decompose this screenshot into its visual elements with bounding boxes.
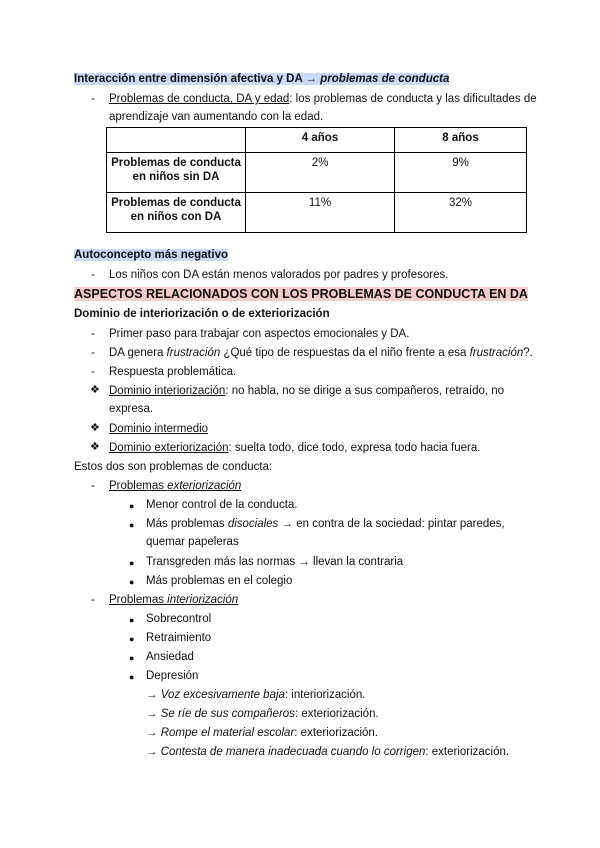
table-cell: 32% [395,193,527,233]
dash-marker: - [91,480,95,492]
bullet-icon: ● [129,577,135,587]
list-item: Depresión [146,670,199,682]
table-row [107,193,527,233]
diamond-bullet-icon: ❖ [90,384,100,396]
list-item-frustracion: DA genera frustración ¿Qué tipo de respuestas da el niño frente a esa frustración?. [109,347,533,359]
list-item: Menor control de la conducta. [146,499,298,511]
example-line: → Voz excesivamente baja: interiorización. [146,689,366,701]
dash-marker: - [91,347,95,359]
list-item-continuation: expresa. [109,403,154,415]
list-item: Transgreden más las normas → llevan la contraria [146,556,404,568]
list-item: Más problemas en el colegio [146,575,293,587]
dash-marker: - [91,366,95,378]
example-line: → Rompe el material escolar: exteriorización. [146,727,379,739]
list-item-dominio-interiorizacion: Dominio interiorización: no habla, no se dirige a sus compañeros, retraído, no [109,385,505,397]
list-item-problemas-interiorizacion: Problemas interiorización [109,594,239,606]
table-header-row [107,128,527,153]
list-item-autoconcepto: Los niños con DA están menos valorados por padres y profesores. [109,269,449,281]
dash-marker: - [91,328,95,340]
bullet-icon: ● [129,672,135,682]
list-item-dominio-exteriorizacion: Dominio exteriorización: suelta todo, dice todo, expresa todo hacia fuera. [109,442,481,454]
table-cell: 2% [246,153,395,193]
diamond-bullet-icon: ❖ [90,441,100,453]
table-row-label: Problemas de conducta en niños con DA [107,193,246,233]
table-cell: 9% [395,153,527,193]
bullet-icon: ● [129,615,135,625]
list-item-problemas-exteriorizacion: Problemas exteriorización [109,480,242,492]
list-item-dominio-intermedio: Dominio intermedio [109,423,209,435]
list-item-continuation: aprendizaje van aumentando con la edad. [109,111,324,123]
table-row-label: Problemas de conducta en niños sin DA [107,153,246,193]
dash-marker: - [91,594,95,606]
list-item-respuesta: Respuesta problemática. [109,366,237,378]
bullet-icon: ● [129,558,135,568]
bullet-icon: ● [129,520,135,530]
bullet-icon: ● [129,634,135,644]
table-header-4-anos: 4 años [246,128,395,153]
dash-marker: - [91,93,95,105]
section-heading-autoconcepto: Autoconcepto más negativo [74,249,228,261]
list-item: Retraimiento [146,632,212,644]
example-line: → Se ríe de sus compañeros: exteriorización. [146,708,379,720]
list-item-problemas-edad: Problemas de conducta, DA y edad: los problemas de conducta y las dificultades de [109,93,537,105]
diamond-bullet-icon: ❖ [90,422,100,434]
list-item: Más problemas disociales → en contra de la sociedad: pintar paredes, [146,518,505,530]
section-heading-interaccion: Interacción entre dimensión afectiva y DA → problemas de conducta [74,73,450,85]
list-item: Sobrecontrol [146,613,212,625]
dash-marker: - [91,269,95,281]
table-cell: 11% [246,193,395,233]
intro-text: Estos dos son problemas de conducta: [74,461,273,473]
list-item-continuation: quemar papeleras [146,536,239,548]
table-header-empty [107,128,246,153]
list-item: Ansiedad [146,651,194,663]
example-line: → Contesta de manera inadecuada cuando lo corrigen: exteriorización. [146,746,510,758]
table-row [107,153,527,193]
section-title-aspectos: ASPECTOS RELACIONADOS CON LOS PROBLEMAS DE CONDUCTA EN DA [74,287,528,301]
bullet-icon: ● [129,501,135,511]
subheading-dominio: Dominio de interiorización o de exteriorización [74,308,330,320]
table-header-8-anos: 8 años [395,128,527,153]
conduct-problems-table [106,127,527,233]
list-item-primer-paso: Primer paso para trabajar con aspectos emocionales y DA. [109,328,410,340]
bullet-icon: ● [129,653,135,663]
